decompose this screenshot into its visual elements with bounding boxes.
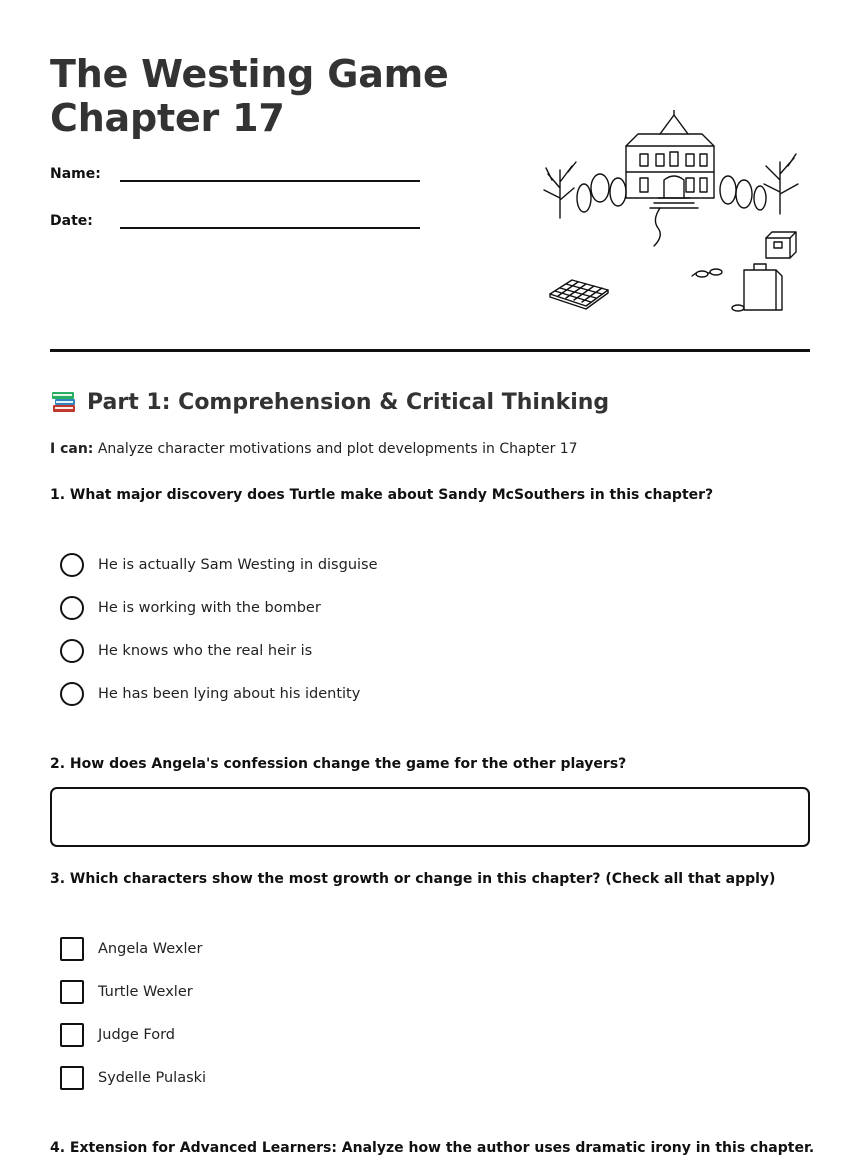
q1-option-label: He is working with the bomber [98, 600, 321, 616]
header-divider [50, 349, 810, 352]
box-icon [766, 232, 796, 258]
chessboard-icon [550, 280, 608, 309]
question-1: 1. What major discovery does Turtle make about Sandy McSouthers in this chapter? [50, 487, 714, 503]
name-label: Name: [50, 166, 101, 182]
q3-option-label: Angela Wexler [98, 941, 203, 957]
part1-heading [50, 388, 609, 416]
q3-option[interactable] [60, 1023, 175, 1047]
q1-option[interactable] [60, 682, 360, 706]
suitcase-icon [732, 264, 782, 311]
radio-button[interactable] [60, 682, 84, 706]
checkbox[interactable] [60, 980, 84, 1004]
checkbox[interactable] [60, 937, 84, 961]
q3-option[interactable] [60, 1066, 206, 1090]
radio-button[interactable] [60, 553, 84, 577]
name-input-line[interactable] [120, 180, 420, 182]
westing-mansion-illustration [540, 110, 810, 320]
title-line-1: The Westing Game [50, 52, 449, 96]
part1-title: Part 1: Comprehension & Critical Thinking [87, 389, 610, 415]
name-field-row [50, 166, 420, 190]
date-field-row [50, 213, 420, 237]
q3-option-label: Sydelle Pulaski [98, 1070, 207, 1086]
checkbox[interactable] [60, 1023, 84, 1047]
q1-option[interactable] [60, 596, 321, 620]
q3-option-label: Judge Ford [98, 1027, 176, 1043]
checkbox[interactable] [60, 1066, 84, 1090]
ican-label: I can: [50, 441, 94, 457]
q3-option-label: Turtle Wexler [98, 984, 193, 1000]
date-label: Date: [50, 213, 93, 229]
radio-button[interactable] [60, 639, 84, 663]
date-input-line[interactable] [120, 227, 420, 229]
radio-button[interactable] [60, 596, 84, 620]
q1-option[interactable] [60, 639, 312, 663]
q1-option[interactable] [60, 553, 378, 577]
mansion-icon [626, 110, 714, 246]
q1-option-label: He has been lying about his identity [98, 686, 361, 702]
books-icon [50, 388, 78, 416]
q1-option-label: He knows who the real heir is [98, 643, 313, 659]
q2-answer-box[interactable] [50, 787, 810, 847]
question-2: 2. How does Angela's confession change the game for the other players? [50, 756, 627, 772]
q3-option[interactable] [60, 980, 193, 1004]
glasses-icon [692, 269, 722, 277]
q1-option-label: He is actually Sam Westing in disguise [98, 557, 378, 573]
question-4: 4. Extension for Advanced Learners: Analyze how the author uses dramatic irony in this chapter. [50, 1140, 815, 1156]
ican-text: Analyze character motivations and plot developments in Chapter 17 [93, 441, 578, 457]
question-3: 3. Which characters show the most growth or change in this chapter? (Check all that apply) [50, 871, 776, 887]
title-line-2: Chapter 17 [50, 96, 285, 140]
learning-target [50, 441, 578, 457]
q3-option[interactable] [60, 937, 202, 961]
